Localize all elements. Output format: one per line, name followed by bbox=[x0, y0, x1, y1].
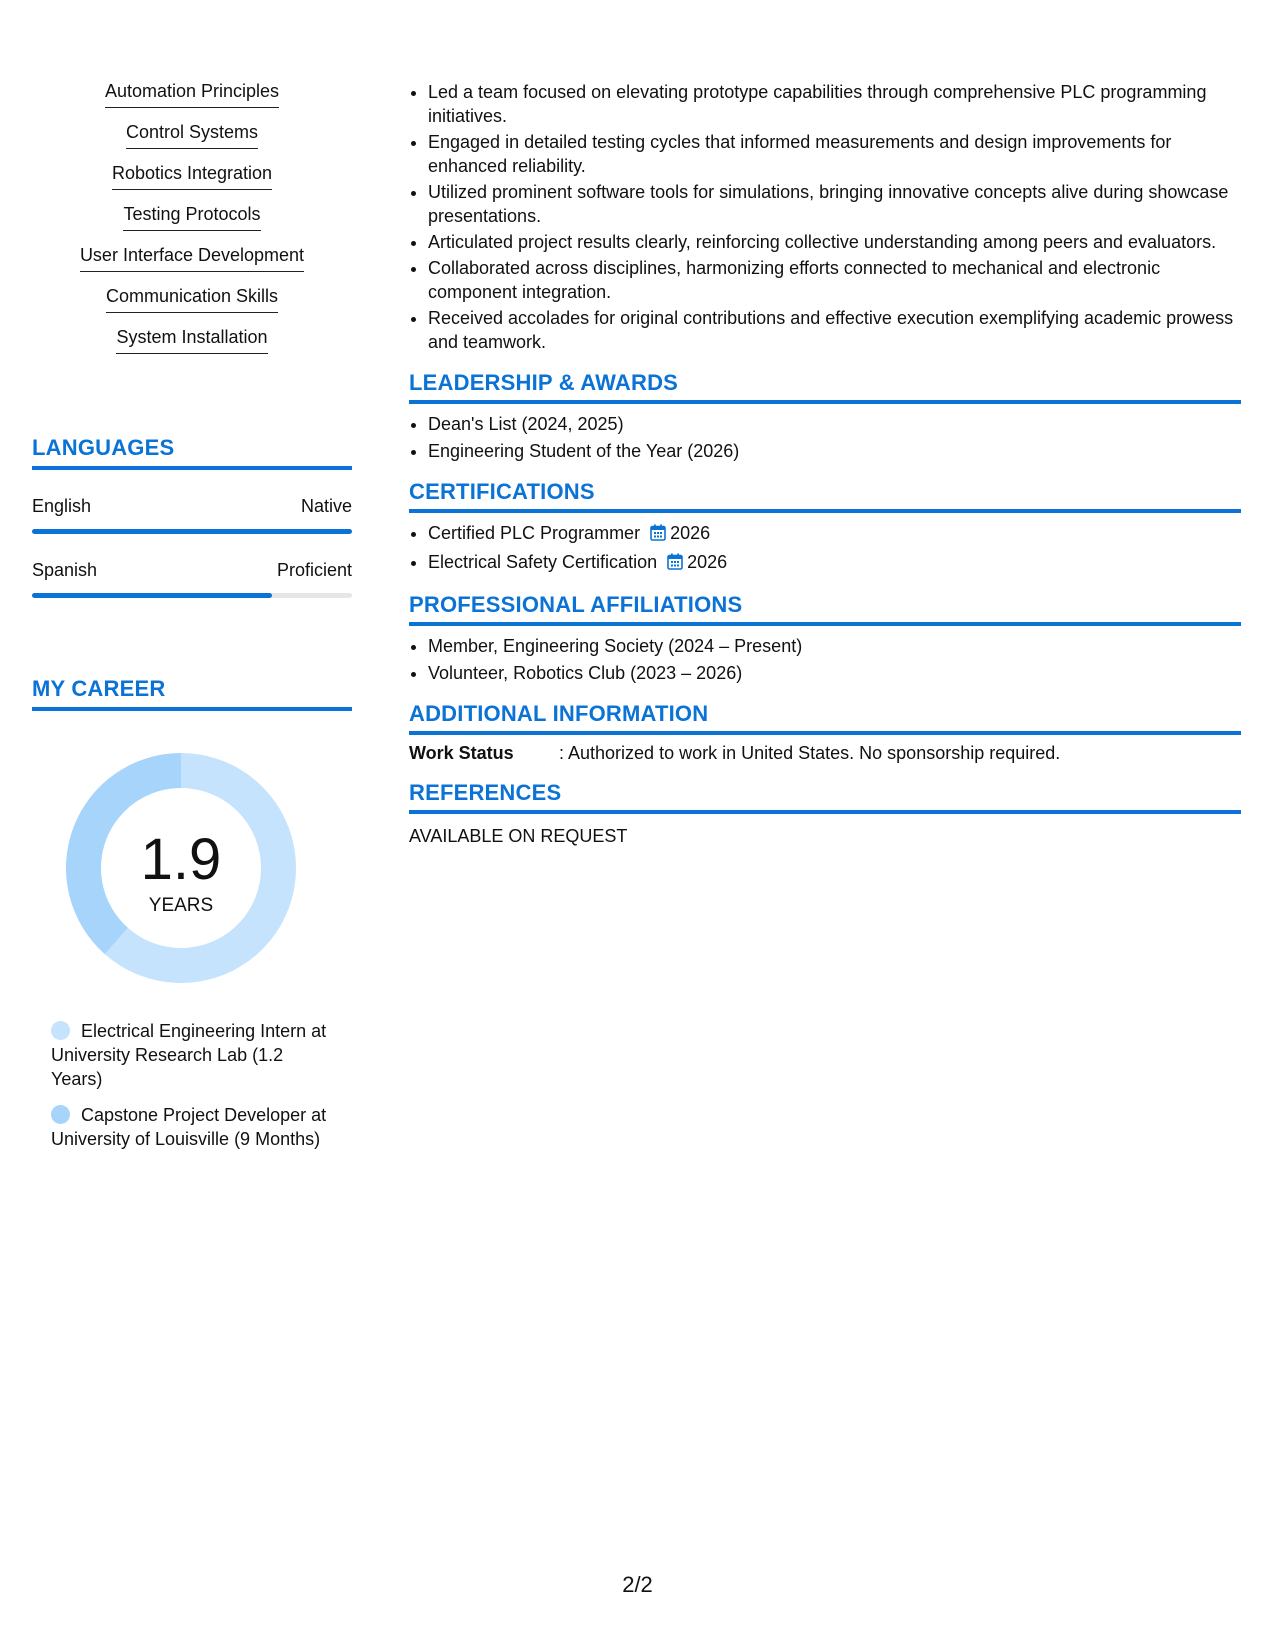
affiliations-section bbox=[409, 592, 1241, 685]
legend-dot bbox=[51, 1105, 70, 1124]
additional-info-section bbox=[409, 701, 1241, 764]
career-total-value: 1.9 bbox=[140, 827, 222, 892]
career-total-unit: YEARS bbox=[148, 895, 214, 916]
certification-item bbox=[428, 521, 1241, 547]
leadership-item: • Engineering Student of the Year (2026) bbox=[428, 439, 1241, 463]
donut-center bbox=[66, 753, 296, 983]
experience-bullet: • Articulated project results clearly, reinforcing collective understanding among peers and evaluators. bbox=[428, 230, 1241, 254]
experience-bullet: • Led a team focused on elevating prototype capabilities through comprehensive PLC programming initiatives. bbox=[428, 80, 1241, 128]
affiliation-item: • Volunteer, Robotics Club (2023 – 2026) bbox=[428, 661, 1241, 685]
work-status-value: : Authorized to work in United States. No sponsorship required. bbox=[559, 743, 1061, 763]
language-proficiency-fill bbox=[32, 593, 272, 598]
right-column bbox=[409, 80, 1241, 847]
skill-label: Testing Protocols bbox=[123, 203, 260, 231]
legend-dot bbox=[51, 1021, 70, 1040]
skill-label: System Installation bbox=[116, 326, 267, 354]
left-column bbox=[32, 80, 352, 367]
skill-item bbox=[32, 121, 352, 149]
experience-bullet: • Received accolades for original contributions and effective execution exemplifying academic prowess and teamwork. bbox=[428, 306, 1241, 354]
language-name: English bbox=[32, 496, 92, 516]
language-proficiency-bar bbox=[32, 593, 352, 598]
certification-year: 2026 bbox=[687, 552, 728, 572]
career-legend bbox=[51, 1019, 331, 1151]
language-proficiency-bar bbox=[32, 529, 352, 534]
work-status-row bbox=[409, 743, 1241, 764]
certifications-list bbox=[409, 521, 1241, 576]
certification-name: Electrical Safety Certification bbox=[428, 552, 658, 572]
experience-bullet: • Engaged in detailed testing cycles that informed measurements and design improvements for enhanced reliability. bbox=[428, 130, 1241, 178]
certification-item bbox=[428, 550, 1241, 576]
language-item bbox=[32, 560, 352, 598]
legend-item bbox=[51, 1019, 331, 1091]
leadership-section bbox=[409, 370, 1241, 463]
skill-item bbox=[32, 80, 352, 108]
skill-label: Control Systems bbox=[126, 121, 258, 149]
page-number: 2/2 bbox=[622, 1572, 653, 1597]
skill-item bbox=[32, 244, 352, 272]
certifications-section bbox=[409, 479, 1241, 576]
skills-list bbox=[32, 80, 352, 354]
references-heading: REFERENCES bbox=[409, 780, 1241, 814]
leadership-heading: LEADERSHIP & AWARDS bbox=[409, 370, 1241, 404]
leadership-list bbox=[409, 412, 1241, 463]
languages-section bbox=[32, 435, 352, 598]
certifications-heading: CERTIFICATIONS bbox=[409, 479, 1241, 513]
language-proficiency-fill bbox=[32, 529, 352, 534]
legend-label: Capstone Project Developer at University of Louisville (9 Months) bbox=[51, 1105, 327, 1149]
experience-bullet: • Collaborated across disciplines, harmonizing efforts connected to mechanical and electronic component integration. bbox=[428, 256, 1241, 304]
skill-item bbox=[32, 285, 352, 313]
affiliation-item: • Member, Engineering Society (2024 – Present) bbox=[428, 634, 1241, 658]
legend-item bbox=[51, 1103, 331, 1151]
skill-item bbox=[32, 162, 352, 190]
legend-label: Electrical Engineering Intern at University Research Lab (1.2 Years) bbox=[51, 1021, 327, 1089]
language-level: Proficient bbox=[276, 560, 352, 580]
certification-year: 2026 bbox=[670, 523, 711, 543]
leadership-item: • Dean's List (2024, 2025) bbox=[428, 412, 1241, 436]
additional-info-heading: ADDITIONAL INFORMATION bbox=[409, 701, 1241, 735]
affiliations-heading: PROFESSIONAL AFFILIATIONS bbox=[409, 592, 1241, 626]
languages-heading: LANGUAGES bbox=[32, 435, 352, 470]
references-text: AVAILABLE ON REQUEST bbox=[409, 826, 628, 846]
skill-label: Robotics Integration bbox=[112, 162, 272, 190]
affiliations-list bbox=[409, 634, 1241, 685]
experience-bullets bbox=[409, 80, 1241, 354]
skill-label: Automation Principles bbox=[105, 80, 279, 108]
skill-item bbox=[32, 203, 352, 231]
references-section bbox=[409, 780, 1241, 847]
career-heading: MY CAREER bbox=[32, 676, 352, 711]
language-level: Native bbox=[300, 496, 352, 516]
calendar-icon bbox=[667, 552, 683, 576]
language-name: Spanish bbox=[32, 560, 98, 580]
career-donut-chart bbox=[66, 753, 296, 983]
skill-label: Communication Skills bbox=[106, 285, 278, 313]
calendar-icon bbox=[650, 523, 666, 547]
experience-bullet: • Utilized prominent software tools for simulations, bringing innovative concepts alive during showcase presentations. bbox=[428, 180, 1241, 228]
language-item bbox=[32, 496, 352, 534]
career-section bbox=[32, 676, 352, 1163]
skill-label: User Interface Development bbox=[80, 244, 304, 272]
certification-name: Certified PLC Programmer bbox=[428, 523, 641, 543]
skill-item bbox=[32, 326, 352, 354]
work-status-label: Work Status bbox=[409, 743, 514, 763]
